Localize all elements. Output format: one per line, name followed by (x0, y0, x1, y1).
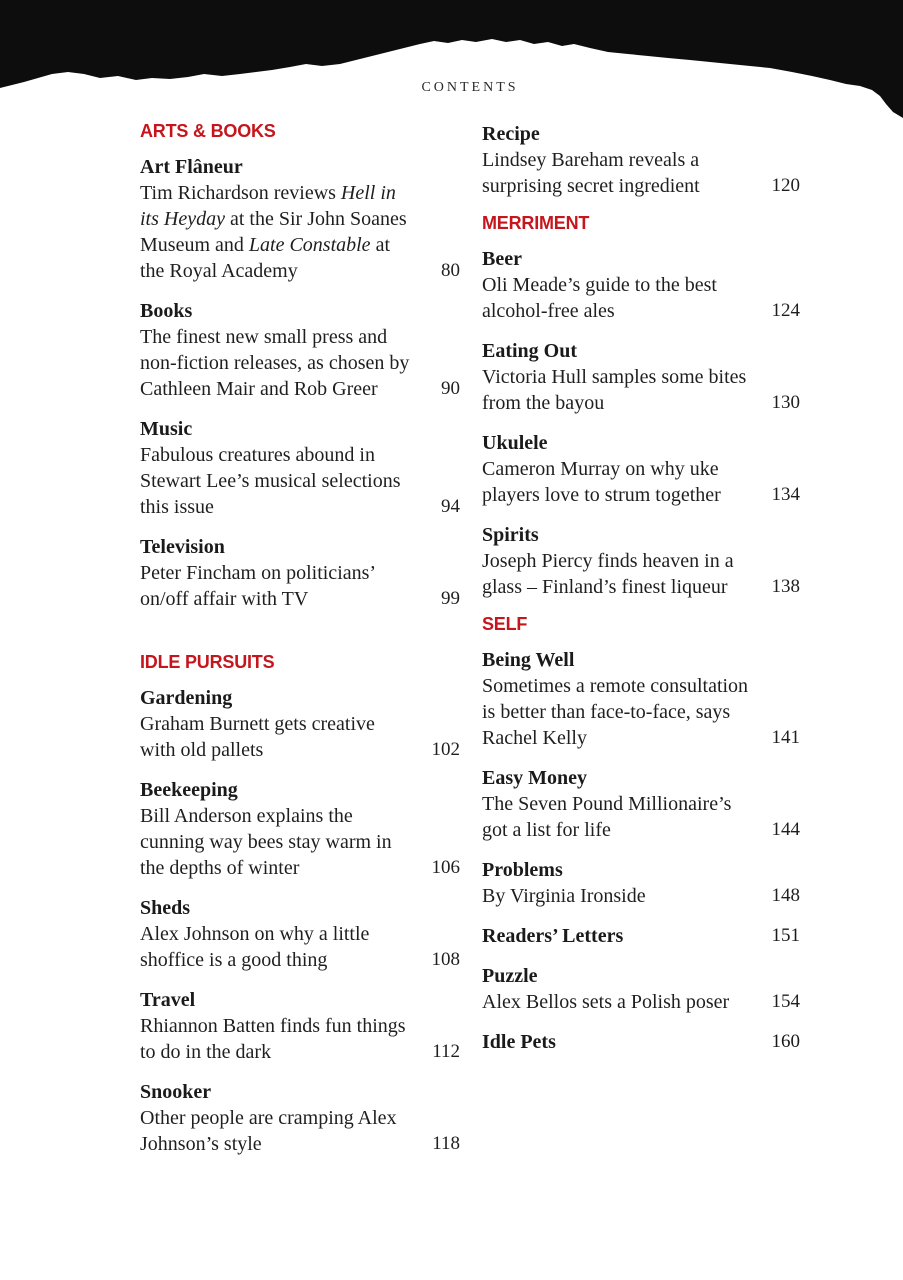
entry-title: Travel (140, 989, 196, 1011)
entry-television[interactable] (140, 534, 460, 612)
entry-description: Alex Johnson on why a little shoffice is a good thing 108 (140, 923, 460, 971)
entry-title: Recipe (482, 123, 540, 145)
section-heading-self: SELF (482, 614, 528, 634)
page-number: 106 (431, 857, 460, 878)
section-heading-merriment: MERRIMENT (482, 213, 590, 233)
entry-description: Rhiannon Batten finds fun things to do in the dark 112 (140, 1015, 460, 1063)
entry-description: Tim Richardson reviews Hell in its Heyday at the Sir John Soanes Museum and Late Constable at the Royal Academy 80 (140, 182, 460, 282)
entry-description: By Virginia Ironside 148 (482, 885, 800, 907)
page-number: 144 (771, 819, 800, 840)
entry-description: Joseph Piercy finds heaven in a glass – Finland’s finest liqueur 138 (482, 550, 800, 598)
torn-paper-header (0, 0, 903, 130)
entry-music[interactable] (140, 416, 460, 520)
entry-title: Books (140, 300, 193, 322)
page-number: 134 (771, 484, 800, 505)
entry-eating-out[interactable] (482, 338, 800, 416)
page-number: 151 (771, 925, 800, 946)
contents-label: CONTENTS (421, 80, 519, 95)
page-number: 141 (771, 727, 800, 748)
entry-title: Beer (482, 248, 522, 270)
entry-easy-money[interactable] (482, 765, 800, 843)
page-number: 138 (771, 576, 800, 597)
entry-title-row: Readers’ Letters 151 (482, 925, 800, 947)
entry-spirits[interactable] (482, 522, 800, 600)
entry-description: Graham Burnett gets creative with old pallets 102 (140, 713, 460, 761)
page-number: 90 (441, 378, 460, 399)
entry-idle-pets[interactable] (482, 1029, 800, 1055)
entry-books[interactable] (140, 298, 460, 402)
entry-description: Lindsey Bareham reveals a surprising secret ingredient 120 (482, 149, 800, 197)
entry-description: Bill Anderson explains the cunning way bees stay warm in the depths of winter 106 (140, 805, 460, 879)
left-column (140, 121, 460, 1171)
page-number: 130 (771, 392, 800, 413)
entry-description: The Seven Pound Millionaire’s got a list for life 144 (482, 793, 800, 841)
entry-readers-letters[interactable] (482, 923, 800, 949)
page-number: 118 (432, 1133, 460, 1154)
page-number: 160 (771, 1031, 800, 1052)
entry-title: Being Well (482, 649, 575, 671)
entry-title: Easy Money (482, 767, 587, 789)
entry-title: Gardening (140, 687, 233, 709)
entry-title-row: Idle Pets 160 (482, 1031, 800, 1053)
page-number: 94 (441, 496, 460, 517)
entry-description: The finest new small press and non-fiction releases, as chosen by Cathleen Mair and Rob Greer 90 (140, 326, 460, 400)
entry-description: Victoria Hull samples some bites from the bayou 130 (482, 366, 800, 414)
entry-description: Peter Fincham on politicians’ on/off affair with TV 99 (140, 562, 460, 610)
page-number: 148 (771, 885, 800, 906)
entry-description: Oli Meade’s guide to the best alcohol-free ales 124 (482, 274, 800, 322)
page-number: 120 (771, 175, 800, 196)
page-number: 154 (771, 991, 800, 1012)
entry-title: Beekeeping (140, 779, 238, 801)
page-number: 112 (432, 1041, 460, 1062)
page-number: 99 (441, 588, 460, 609)
page-number: 124 (771, 300, 800, 321)
entry-title: Spirits (482, 524, 539, 546)
right-column (482, 121, 800, 1069)
exhibition-title: Late Constable (248, 234, 371, 256)
page-number: 102 (431, 739, 460, 760)
entry-ukulele[interactable] (482, 430, 800, 508)
entry-title: Art Flâneur (140, 156, 243, 178)
page-number: 80 (441, 260, 460, 281)
entry-snooker[interactable] (140, 1079, 460, 1157)
entry-description: Other people are cramping Alex Johnson’s style 118 (140, 1107, 460, 1155)
entry-being-well[interactable] (482, 647, 800, 751)
page-number: 108 (431, 949, 460, 970)
entry-gardening[interactable] (140, 685, 460, 763)
section-heading-arts-books: ARTS & BOOKS (140, 121, 276, 141)
entry-recipe[interactable] (482, 121, 800, 199)
entry-puzzle[interactable] (482, 963, 800, 1015)
entry-title: Music (140, 418, 193, 440)
entry-title: Snooker (140, 1081, 212, 1103)
entry-beekeeping[interactable] (140, 777, 460, 881)
entry-title: Eating Out (482, 340, 578, 362)
entry-title: Ukulele (482, 432, 548, 454)
entry-description: Sometimes a remote consultation is better than face-to-face, says Rachel Kelly 141 (482, 675, 800, 749)
entry-title: Puzzle (482, 965, 538, 987)
entry-art-flaneur[interactable] (140, 154, 460, 284)
exhibition-title: Hell in its Heyday (140, 182, 396, 230)
entry-description: Alex Bellos sets a Polish poser 154 (482, 991, 800, 1013)
entry-title: Television (140, 536, 225, 558)
entry-description: Fabulous creatures abound in Stewart Lee’s musical selections this issue 94 (140, 444, 460, 518)
entry-beer[interactable] (482, 246, 800, 324)
entry-title: Sheds (140, 897, 191, 919)
section-spacer (140, 626, 460, 652)
entry-sheds[interactable] (140, 895, 460, 973)
entry-problems[interactable] (482, 857, 800, 909)
entry-description: Cameron Murray on why uke players love to strum together 134 (482, 458, 800, 506)
section-heading-idle-pursuits: IDLE PURSUITS (140, 652, 275, 672)
entry-travel[interactable] (140, 987, 460, 1065)
entry-title: Problems (482, 859, 563, 881)
